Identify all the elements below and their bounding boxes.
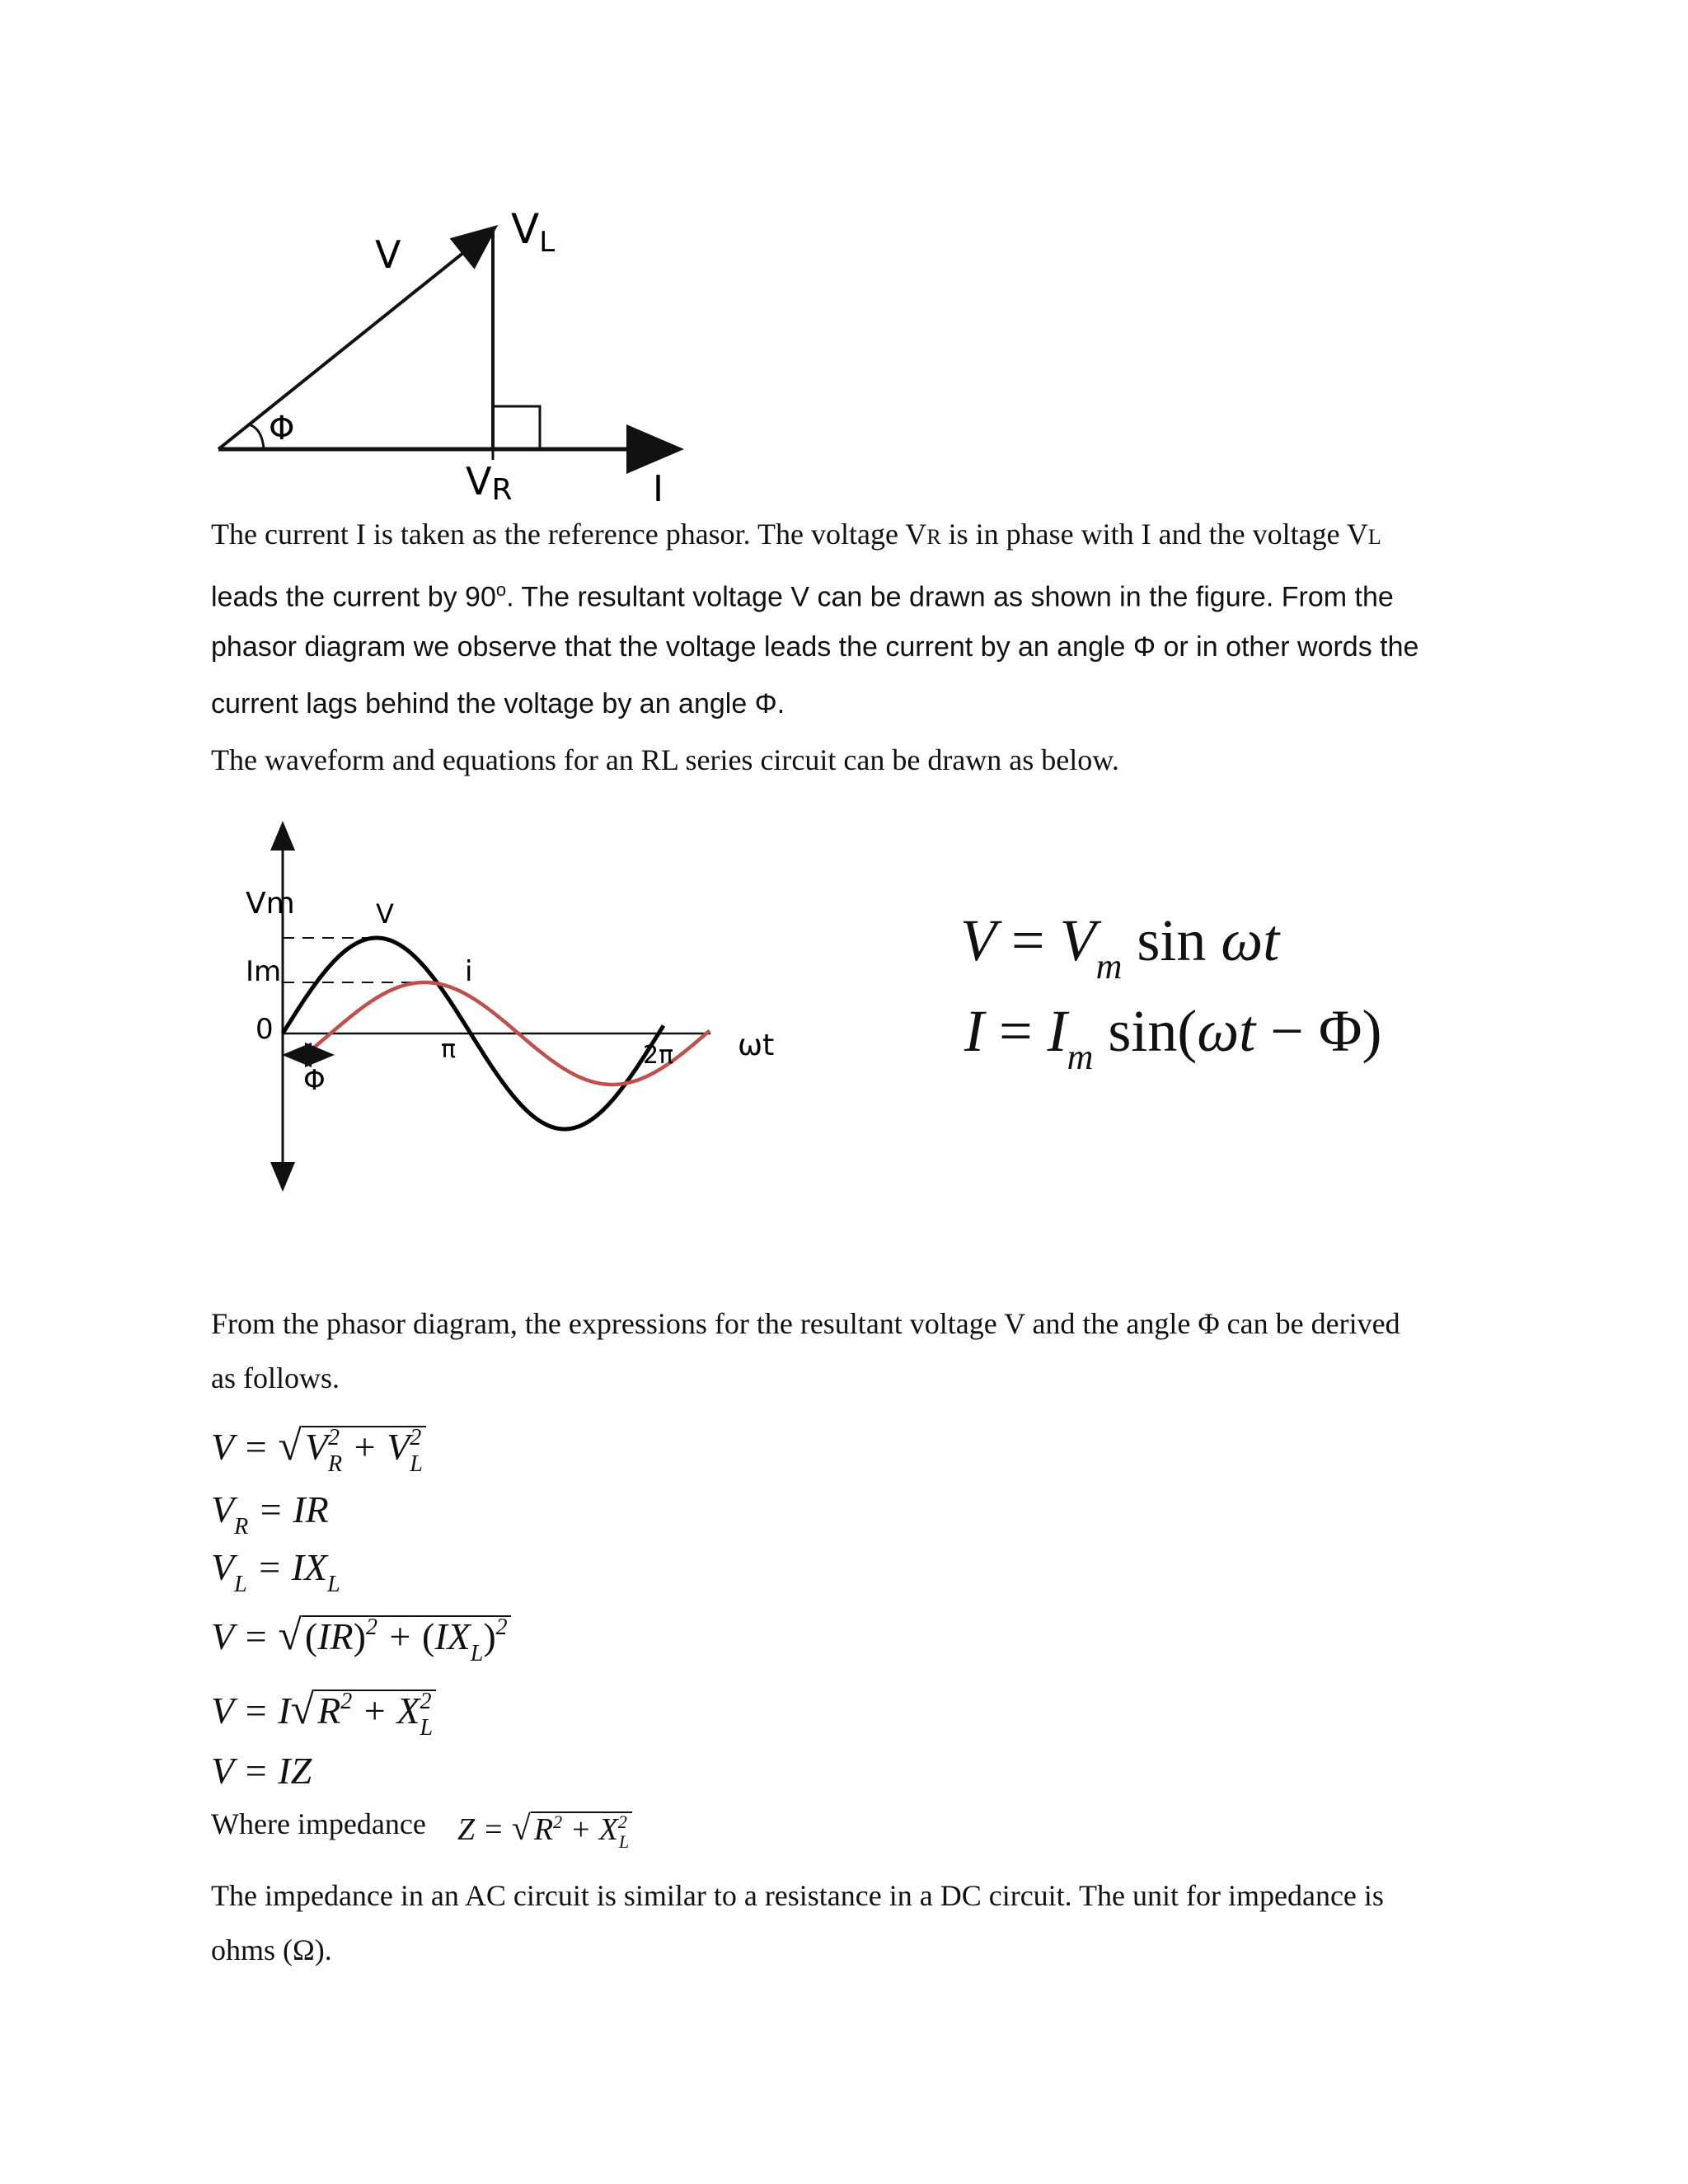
label-phi: Φ	[269, 410, 295, 448]
voltage-phasor-line	[218, 229, 493, 449]
label-vm: Vm	[246, 887, 295, 921]
eq-impedance: Z = √ $R^2 + X^2_L$	[457, 1809, 632, 1850]
label-i-curve: i	[465, 955, 473, 988]
label-phi-wave: Φ	[303, 1064, 326, 1097]
eq-v-iz: V = IZ	[211, 1750, 312, 1792]
equation-voltage: $V = V_m$ sin ωt	[960, 907, 1280, 987]
phi-angle-arc	[249, 424, 264, 449]
para4-line1: The impedance in an AC circuit is similar to a resistance in a DC circuit. The unit for impedance is	[211, 1879, 1384, 1912]
equation-current: $I = I_m$ sin(ωt − Φ)	[964, 998, 1382, 1077]
para3-line1: From the phasor diagram, the expressions for the resultant voltage V and the angle Φ can be derived	[211, 1307, 1400, 1340]
label-v-curve: V	[376, 898, 394, 930]
label-pi: π	[441, 1035, 457, 1064]
label-vl: $V_L$	[511, 205, 556, 259]
label-2pi: 2π	[643, 1041, 674, 1070]
label-zero: 0	[256, 1013, 274, 1046]
eq-vr-ir: $V_R$ = IR	[211, 1488, 329, 1540]
para2: The waveform and equations for an RL series circuit can be drawn as below.	[211, 743, 1119, 776]
label-im: Im	[246, 955, 282, 988]
label-v: V	[375, 232, 401, 277]
para3-line2: as follows.	[211, 1361, 340, 1394]
para1-line2: leads the current by 90$^o$. The resultant voltage V can be drawn as shown in the figure. From the	[211, 579, 1394, 613]
para1-line3: phasor diagram we observe that the voltage leads the current by an angle Φ or in other words the	[211, 631, 1419, 663]
label-i: I	[653, 468, 663, 510]
eq-v-sqrt-ir-ixl: $V = √(IR)^2 + (IX_L)^2$	[211, 1611, 511, 1662]
para1-line1: The current I is taken as the reference phasor. The voltage VR is in phase with I and the voltage VL	[211, 518, 1381, 551]
impedance-label: Where impedance	[211, 1807, 426, 1840]
waveform-diagram	[231, 816, 808, 1195]
label-vr: VR	[466, 459, 513, 507]
phasor-diagram	[198, 198, 709, 511]
eq-v-i-sqrt-r-xl: $V = I√R^2 + X^2_L$	[211, 1685, 436, 1736]
para4-line2: ohms (Ω).	[211, 1933, 332, 1966]
para1-line4: current lags behind the voltage by an angle Φ.	[211, 688, 785, 719]
eq-vl-ixl: $V_L = IX_L$	[211, 1546, 340, 1597]
eq-v-sqrt-vr-vl: $V = √V^2_R + V^2_L$	[211, 1422, 426, 1473]
right-angle-marker	[493, 406, 540, 449]
label-wt: ωt	[738, 1029, 775, 1062]
